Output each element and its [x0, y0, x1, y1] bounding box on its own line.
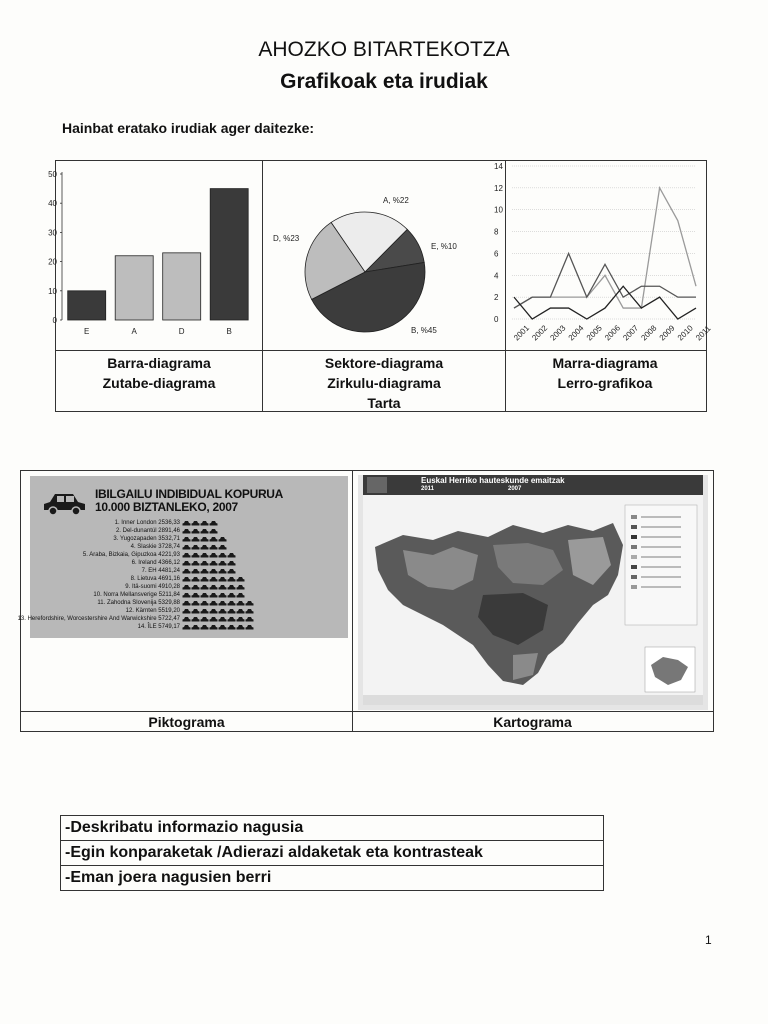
- bar-caption: Barra-diagrama Zutabe-diagrama: [102, 355, 216, 391]
- car-icon: [228, 625, 236, 630]
- bar: [115, 256, 153, 320]
- line-caption: Marra-diagrama Lerro-grafikoa: [552, 355, 658, 391]
- series-line: [514, 188, 696, 308]
- car-icon-row: [182, 544, 227, 551]
- car-icon: [40, 488, 88, 518]
- y-tick-label: 0: [494, 315, 499, 324]
- pictogram-row-label: 5. Araba, Bizkaia, Gipuzkoa 4221,93: [82, 552, 180, 558]
- car-icon: [219, 553, 227, 558]
- y-tick-label: 2: [494, 293, 499, 303]
- document-subtitle: Grafikoak eta irudiak: [280, 70, 488, 93]
- car-icon: [210, 601, 218, 606]
- x-tick-label: 2010: [675, 323, 695, 343]
- cartogram-caption: Kartograma: [493, 714, 572, 730]
- car-icon-row: [182, 616, 254, 623]
- car-icon: [237, 625, 245, 630]
- pictogram-row-label: 10. Norra Mellansverige 5211,84: [93, 592, 180, 598]
- intro-text: Hainbat eratako irudiak ager daitezke:: [62, 120, 315, 136]
- car-icon: [183, 617, 191, 622]
- car-icon: [183, 537, 191, 542]
- car-icon: [219, 625, 227, 630]
- car-icon: [210, 593, 218, 598]
- slice-label: E, %10: [431, 242, 457, 251]
- car-icon: [183, 625, 191, 630]
- x-tick-label: A: [131, 327, 137, 336]
- car-icon: [183, 609, 191, 614]
- car-icon: [210, 625, 218, 630]
- pictogram-row-label: 9. Itä-suomi 4910,28: [125, 584, 180, 590]
- pictogram-row-label: 13. Herefordshire, Worcestershire And Warwickshire 5722,47: [17, 616, 180, 622]
- car-icon: [192, 609, 200, 614]
- car-icon: [183, 585, 191, 590]
- y-tick-label: 20: [48, 257, 57, 267]
- x-tick-label: 2001: [512, 323, 531, 343]
- x-tick-label: B: [226, 327, 232, 336]
- car-icon: [237, 577, 245, 582]
- car-icon: [183, 553, 191, 558]
- car-icon: [219, 537, 227, 542]
- y-tick-label: 50: [48, 170, 57, 179]
- car-icon: [210, 521, 218, 526]
- y-tick-label: 6: [494, 249, 499, 259]
- car-icon: [210, 569, 218, 574]
- car-icon: [201, 601, 209, 606]
- car-icon: [201, 553, 209, 558]
- car-icon: [201, 625, 209, 630]
- pictogram-row-label: 3. Yugozapaden 3532,71: [113, 536, 180, 542]
- pie-caption: Sektore-diagrama Zirkulu-diagrama Tarta: [324, 355, 444, 411]
- x-tick-label: 2002: [530, 323, 550, 343]
- bullet-item: -Eman joera nagusien berri: [65, 869, 272, 886]
- x-tick-label: D: [178, 327, 185, 336]
- car-icon: [219, 569, 227, 574]
- y-tick-label: 30: [48, 228, 57, 238]
- car-icon: [192, 553, 200, 558]
- car-icon: [210, 553, 218, 558]
- car-icon: [183, 545, 191, 550]
- car-icon: [228, 609, 236, 614]
- car-icon: [210, 537, 218, 542]
- car-icon: [201, 585, 209, 590]
- page-number: 1: [705, 933, 712, 947]
- x-tick-label: 2005: [584, 323, 604, 343]
- car-icon: [210, 561, 218, 566]
- y-tick-label: 40: [48, 199, 57, 209]
- car-icon: [228, 561, 236, 566]
- map-year-1: 2011: [421, 486, 435, 492]
- bullet-item: -Deskribatu informazio nagusia: [65, 819, 304, 836]
- car-icon: [183, 577, 191, 582]
- car-icon: [201, 561, 209, 566]
- basque-map: [363, 495, 703, 705]
- car-icon-row: [182, 568, 236, 575]
- car-icon: [192, 569, 200, 574]
- car-icon: [237, 593, 245, 598]
- car-icon: [192, 601, 200, 606]
- car-icon: [219, 561, 227, 566]
- pictogram-image: [17, 476, 348, 638]
- car-icon: [192, 585, 200, 590]
- car-icon: [192, 537, 200, 542]
- car-icon-row: [182, 520, 218, 527]
- car-icon-row: [182, 552, 236, 559]
- car-icon: [228, 601, 236, 606]
- pictogram-row-label: 12. Kärnten 5519,20: [125, 608, 180, 614]
- y-tick-label: 0: [52, 316, 57, 325]
- car-icon: [228, 553, 236, 558]
- map-header-title: Euskal Herriko hauteskunde emaitzak: [421, 476, 565, 485]
- bar-chart: [48, 161, 261, 349]
- car-icon: [183, 529, 191, 534]
- pictogram-row-label: 4. Slaskie 3728,74: [130, 544, 180, 550]
- car-icon-row: [182, 528, 218, 535]
- car-icon-row: [182, 608, 254, 615]
- car-icon-row: [182, 624, 254, 631]
- slice-label: D, %23: [273, 234, 300, 243]
- car-icon-row: [182, 536, 227, 543]
- car-icon: [210, 585, 218, 590]
- bullet-item: -Egin konparaketak /Adierazi aldaketak eta kontrasteak: [65, 844, 483, 861]
- car-icon: [237, 617, 245, 622]
- car-icon: [246, 601, 254, 606]
- map-logo: [367, 477, 387, 493]
- car-icon: [219, 601, 227, 606]
- car-icon: [210, 529, 218, 534]
- car-icon: [228, 577, 236, 582]
- car-icon-row: [182, 600, 254, 607]
- document-title: AHOZKO BITARTEKOTZA: [258, 38, 510, 61]
- car-icon: [246, 625, 254, 630]
- car-icon: [192, 529, 200, 534]
- car-icon: [183, 601, 191, 606]
- car-icon: [237, 601, 245, 606]
- car-icon: [192, 545, 200, 550]
- car-icon: [201, 569, 209, 574]
- car-icon: [192, 625, 200, 630]
- y-tick-label: 10: [48, 286, 57, 296]
- x-tick-label: 2006: [603, 323, 622, 343]
- car-icon: [219, 593, 227, 598]
- x-tick-label: 2011: [694, 323, 713, 343]
- car-icon: [192, 561, 200, 566]
- slice-label: B, %45: [411, 326, 437, 335]
- car-icon: [201, 593, 209, 598]
- car-icon: [210, 609, 218, 614]
- car-icon: [237, 585, 245, 590]
- slice-label: A, %22: [383, 196, 409, 205]
- x-tick-label: 2003: [548, 323, 568, 343]
- map-header-bar: [363, 475, 703, 495]
- car-icon: [201, 609, 209, 614]
- pictogram-row-label: 11. Zahodna Slovenija 5329,88: [97, 600, 180, 606]
- bar: [68, 291, 106, 320]
- car-icon-row: [182, 576, 245, 583]
- car-icon: [219, 609, 227, 614]
- x-tick-label: 2004: [566, 323, 586, 343]
- car-icon: [246, 617, 254, 622]
- car-icon: [192, 521, 200, 526]
- car-icon-row: [182, 560, 236, 567]
- pie-chart: [263, 161, 504, 349]
- car-icon: [183, 561, 191, 566]
- series-line: [514, 253, 696, 308]
- car-icon: [228, 585, 236, 590]
- car-icon: [183, 521, 191, 526]
- car-icon: [237, 609, 245, 614]
- car-icon: [228, 593, 236, 598]
- car-icon-row: [182, 592, 245, 599]
- car-icon: [210, 577, 218, 582]
- car-icon: [210, 617, 218, 622]
- car-icon: [201, 577, 209, 582]
- car-icon: [201, 617, 209, 622]
- y-tick-label: 12: [494, 183, 503, 193]
- car-icon: [246, 609, 254, 614]
- x-tick-label: 2008: [639, 323, 659, 343]
- y-tick-label: 4: [494, 271, 499, 281]
- car-icon: [219, 545, 227, 550]
- car-icon: [201, 537, 209, 542]
- x-tick-label: E: [84, 327, 90, 336]
- y-tick-label: 14: [494, 162, 503, 171]
- cartogram-image: [358, 475, 708, 710]
- car-icon: [201, 521, 209, 526]
- car-icon: [210, 545, 218, 550]
- car-icon: [183, 593, 191, 598]
- pictogram-row-label: 14. ÎLE 5749,17: [137, 624, 180, 630]
- car-icon: [192, 593, 200, 598]
- map-year-2: 2007: [508, 486, 522, 492]
- car-icon: [192, 577, 200, 582]
- car-icon: [201, 529, 209, 534]
- x-tick-label: 2009: [657, 323, 677, 343]
- pictogram-row-label: 2. Del-dunantúl 2891,46: [115, 528, 180, 534]
- car-icon: [219, 585, 227, 590]
- y-tick-label: 8: [494, 227, 499, 237]
- x-tick-label: 2007: [621, 323, 641, 343]
- bar: [163, 253, 201, 320]
- pictogram-caption: Piktograma: [148, 714, 225, 730]
- car-icon: [228, 569, 236, 574]
- car-icon: [183, 569, 191, 574]
- bar: [210, 189, 248, 320]
- line-chart: [494, 161, 713, 349]
- pictogram-row-label: 6. Ireland 4366,12: [131, 560, 180, 566]
- pictogram-row-label: 8. Lietuva 4691,16: [130, 576, 180, 582]
- car-icon: [219, 577, 227, 582]
- pictogram-row-label: 7. EH 4481,24: [141, 568, 180, 574]
- car-icon-row: [182, 584, 245, 591]
- car-icon: [192, 617, 200, 622]
- pictogram-title: IBILGAILU INDIBIDUAL KOPURUA 10.000 BIZTANLEKO, 2007: [95, 487, 284, 514]
- car-icon: [201, 545, 209, 550]
- car-icon: [219, 617, 227, 622]
- car-icon: [228, 617, 236, 622]
- pictogram-row-label: 1. Inner London 2536,33: [114, 520, 180, 526]
- y-tick-label: 10: [494, 205, 503, 215]
